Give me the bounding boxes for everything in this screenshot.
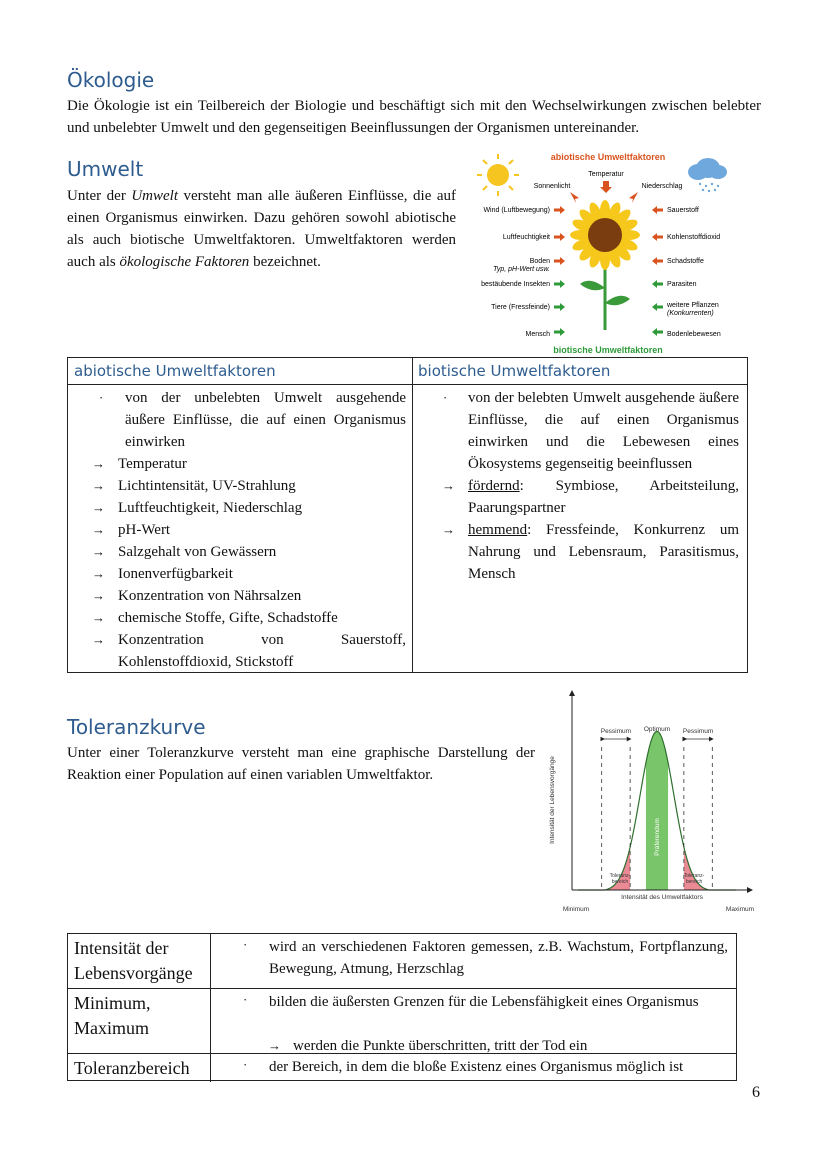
biotic-list — [442, 475, 739, 585]
label-bestaeubende-insekten: bestäubende Insekten — [481, 281, 550, 288]
arrow-left-icon — [652, 303, 663, 311]
label-konkurrenten: (Konkurrenten) — [667, 310, 714, 317]
sunflower-factors-figure — [470, 148, 760, 358]
abiotic-header: abiotische Umweltfaktoren — [68, 358, 412, 385]
arrow-left-icon — [652, 233, 663, 241]
arrow-icon: → — [92, 566, 105, 581]
arrow-icon: → — [442, 522, 455, 537]
arrow-left-icon — [652, 328, 663, 336]
biotic-item — [442, 519, 739, 585]
biotic-column — [412, 358, 747, 672]
abiotic-list — [92, 453, 406, 673]
arrow-right-icon — [554, 303, 565, 311]
biotic-item-text: : Fressfeinde, Konkurrenz um Nahrung und Lebensraum, Parasitismus, Mensch — [468, 522, 739, 582]
biotic-item-key: hemmend — [468, 522, 528, 538]
label-bodenlebewesen: Bodenlebewesen — [667, 331, 721, 338]
abiotic-item — [92, 541, 406, 563]
arrow-icon: → — [268, 1038, 281, 1053]
definition-bullet: · — [243, 992, 248, 1007]
abiotic-item — [92, 519, 406, 541]
annotation-toleranz-left: Toleranz- — [609, 873, 631, 879]
annotation-pessimum-right: Pessimum — [682, 728, 714, 735]
abiotic-column — [68, 358, 413, 672]
arrow-right-icon — [554, 206, 565, 214]
label-mensch: Mensch — [525, 331, 550, 338]
label-weitere-pflanzen: weitere Pflanzen — [667, 302, 719, 309]
abiotic-item-text: Luftfeuchtigkeit, Niederschlag — [118, 500, 303, 516]
abiotic-item-text: Salzgehalt von Gewässern — [118, 544, 277, 560]
label-sonnenlicht: Sonnenlicht — [533, 183, 571, 190]
abiotic-bullet: · — [99, 390, 104, 405]
arrow-right-icon — [554, 280, 565, 288]
abiotic-item-text: pH-Wert — [118, 522, 171, 538]
arrow-icon: → — [92, 632, 105, 647]
abiotic-item — [92, 629, 406, 673]
y-axis-label: Intensität der Lebensvorgänge — [549, 756, 556, 844]
abiotic-item-text: Temperatur — [118, 456, 187, 472]
umwelt-text — [67, 185, 456, 273]
oekologie-text: Die Ökologie ist ein Teilbereich der Biologie und beschäftigt sich mit den Wechselwirkungen zwischen belebter und unbelebter Umwelt und den gegenseitigen Beeinflussungen der Organismen untereinander. — [67, 98, 761, 136]
arrow-icon: → — [92, 478, 105, 493]
definition-bullet: · — [243, 937, 248, 952]
label-temperatur: Temperatur — [588, 171, 624, 178]
figure-title-biotic: biotische Umweltfaktoren — [553, 345, 663, 355]
abiotic-item — [92, 453, 406, 475]
label-parasiten: Parasiten — [667, 281, 697, 288]
arrow-left-icon — [652, 257, 663, 265]
sunflower-icon — [570, 200, 640, 270]
biotic-item — [442, 475, 739, 519]
toleranzkurve-text: Unter einer Toleranzkurve versteht man eine graphische Darstellung der Reaktion einer Population auf einen variablen Umweltfaktor. — [67, 745, 535, 783]
definition-term: Minimum, Maximum — [74, 993, 151, 1038]
abiotic-item — [92, 585, 406, 607]
arrow-icon: → — [92, 588, 105, 603]
umwelt-term: Umwelt — [131, 188, 178, 204]
definition-text: wird an verschiedenen Faktoren gemessen, z.B. Wachstum, Fortpflanzung, Bewegung, Atmung, Herzschlag — [269, 939, 728, 977]
abiotic-item-text: Lichtintensität, UV-Strahlung — [118, 478, 296, 494]
definition-row — [68, 934, 736, 989]
arrow-left-icon — [652, 280, 663, 288]
sun-icon — [477, 154, 519, 196]
x-axis-label: Intensität des Umweltfaktors — [621, 894, 703, 901]
label-schadstoffe: Schadstoffe — [667, 258, 704, 265]
label-luftfeuchtigkeit: Luftfeuchtigkeit — [502, 234, 550, 241]
abiotic-item-text: chemische Stoffe, Gifte, Schadstoffe — [118, 610, 338, 626]
abiotic-item — [92, 475, 406, 497]
abiotic-item-text: Ionenverfügbarkeit — [118, 566, 233, 582]
definition-term: Intensität der Lebensvorgänge — [74, 938, 193, 983]
biotic-item-text: : Symbiose, Arbeitsteilung, Paarungspartner — [468, 478, 739, 516]
definition-bullet: · — [243, 1057, 248, 1072]
preferendum-area — [646, 731, 668, 890]
definition-text: bilden die äußersten Grenzen für die Lebensfähigkeit eines Organismus — [269, 994, 699, 1010]
abiotic-body — [68, 385, 412, 673]
abiotic-intro: von der unbelebten Umwelt ausgehende äußere Einflüsse, die auf einen Organismus einwirken — [125, 390, 406, 450]
label-wind: Wind (Luftbewegung) — [483, 207, 550, 214]
abiotic-item-text: Konzentration von Sauerstoff, Kohlenstoffdioxid, Stickstoff — [118, 632, 406, 670]
abiotic-item — [92, 497, 406, 519]
biotic-item-key: fördernd — [468, 478, 520, 494]
figure-title-abiotic: abiotische Umweltfaktoren — [550, 152, 666, 162]
arrow-right-icon — [554, 233, 565, 241]
biotic-intro: von der belebten Umwelt ausgehende äußere Einflüsse, die auf einen Organismus einwirken und die Lebewesen eines Ökosystems gegenseitig beeinflussen — [468, 390, 739, 472]
arrow-icon: → — [92, 610, 105, 625]
arrow-icon: → — [92, 456, 105, 471]
arrow-icon: → — [92, 500, 105, 515]
tolerance-curve-chart — [540, 685, 760, 915]
umwelt-text-part-1: Unter der — [67, 188, 132, 204]
biotic-bullet: · — [443, 390, 448, 405]
annotation-praeferendum: Präferendum — [654, 818, 661, 856]
label-kohlenstoffdioxid: Kohlenstoffdioxid — [667, 234, 721, 241]
definition-term: Toleranzbereich — [74, 1058, 190, 1078]
abiotic-item — [92, 607, 406, 629]
label-boden-typ: Typ, pH-Wert usw. — [493, 266, 550, 273]
heading-oekologie: Ökologie — [67, 68, 155, 92]
annotation-optimum: Optimum — [643, 726, 671, 733]
definition-row — [68, 1054, 736, 1082]
abiotic-item — [92, 563, 406, 585]
label-boden: Boden — [529, 258, 550, 265]
top-arrow-icons — [570, 181, 638, 203]
arrow-left-icon — [652, 206, 663, 214]
label-sauerstoff: Sauerstoff — [667, 207, 699, 214]
biotic-header: biotische Umweltfaktoren — [412, 358, 747, 385]
abiotic-item-text: Konzentration von Nährsalzen — [118, 588, 302, 604]
arrow-icon: → — [92, 544, 105, 559]
definition-text: der Bereich, in dem die bloße Existenz eines Organismus möglich ist — [269, 1059, 684, 1075]
oekologische-faktoren-term: ökologische Faktoren — [119, 254, 250, 270]
biotic-body — [412, 385, 747, 585]
label-tiere: Tiere (Fressfeinde) — [491, 304, 550, 311]
arrow-icon: → — [442, 478, 455, 493]
annotation-bereich-left: bereich — [611, 879, 629, 885]
label-niederschlag: Niederschlag — [641, 183, 683, 190]
heading-toleranzkurve: Toleranzkurve — [67, 715, 206, 739]
annotation-toleranz-right: Toleranz- — [683, 873, 705, 879]
arrow-right-icon — [554, 328, 565, 336]
definition-subitem-text: werden die Punkte überschritten, tritt der Tod ein — [293, 1038, 588, 1054]
definition-table — [67, 933, 737, 1081]
page-number: 6 — [752, 1084, 760, 1101]
arrow-right-icon — [554, 257, 565, 265]
umwelt-text-part-2: versteht man alle äußeren Einflüsse, die auf einen Organismus einwirken. Dazu gehören sowohl abiotische als auch biotische Umweltfaktoren. Umweltfaktoren werden auch als — [67, 188, 457, 270]
annotation-bereich-right: bereich — [685, 879, 703, 885]
arrow-icon: → — [92, 522, 105, 537]
x-tick-minimum: Minimum — [562, 906, 590, 913]
rain-cloud-icon — [688, 158, 727, 192]
definition-row — [68, 989, 736, 1054]
factor-table — [67, 357, 748, 673]
heading-umwelt: Umwelt — [67, 157, 144, 181]
x-tick-maximum: Maximum — [725, 906, 755, 913]
umwelt-text-part-3: bezeichnet. — [249, 254, 321, 270]
annotation-pessimum-left: Pessimum — [600, 728, 632, 735]
